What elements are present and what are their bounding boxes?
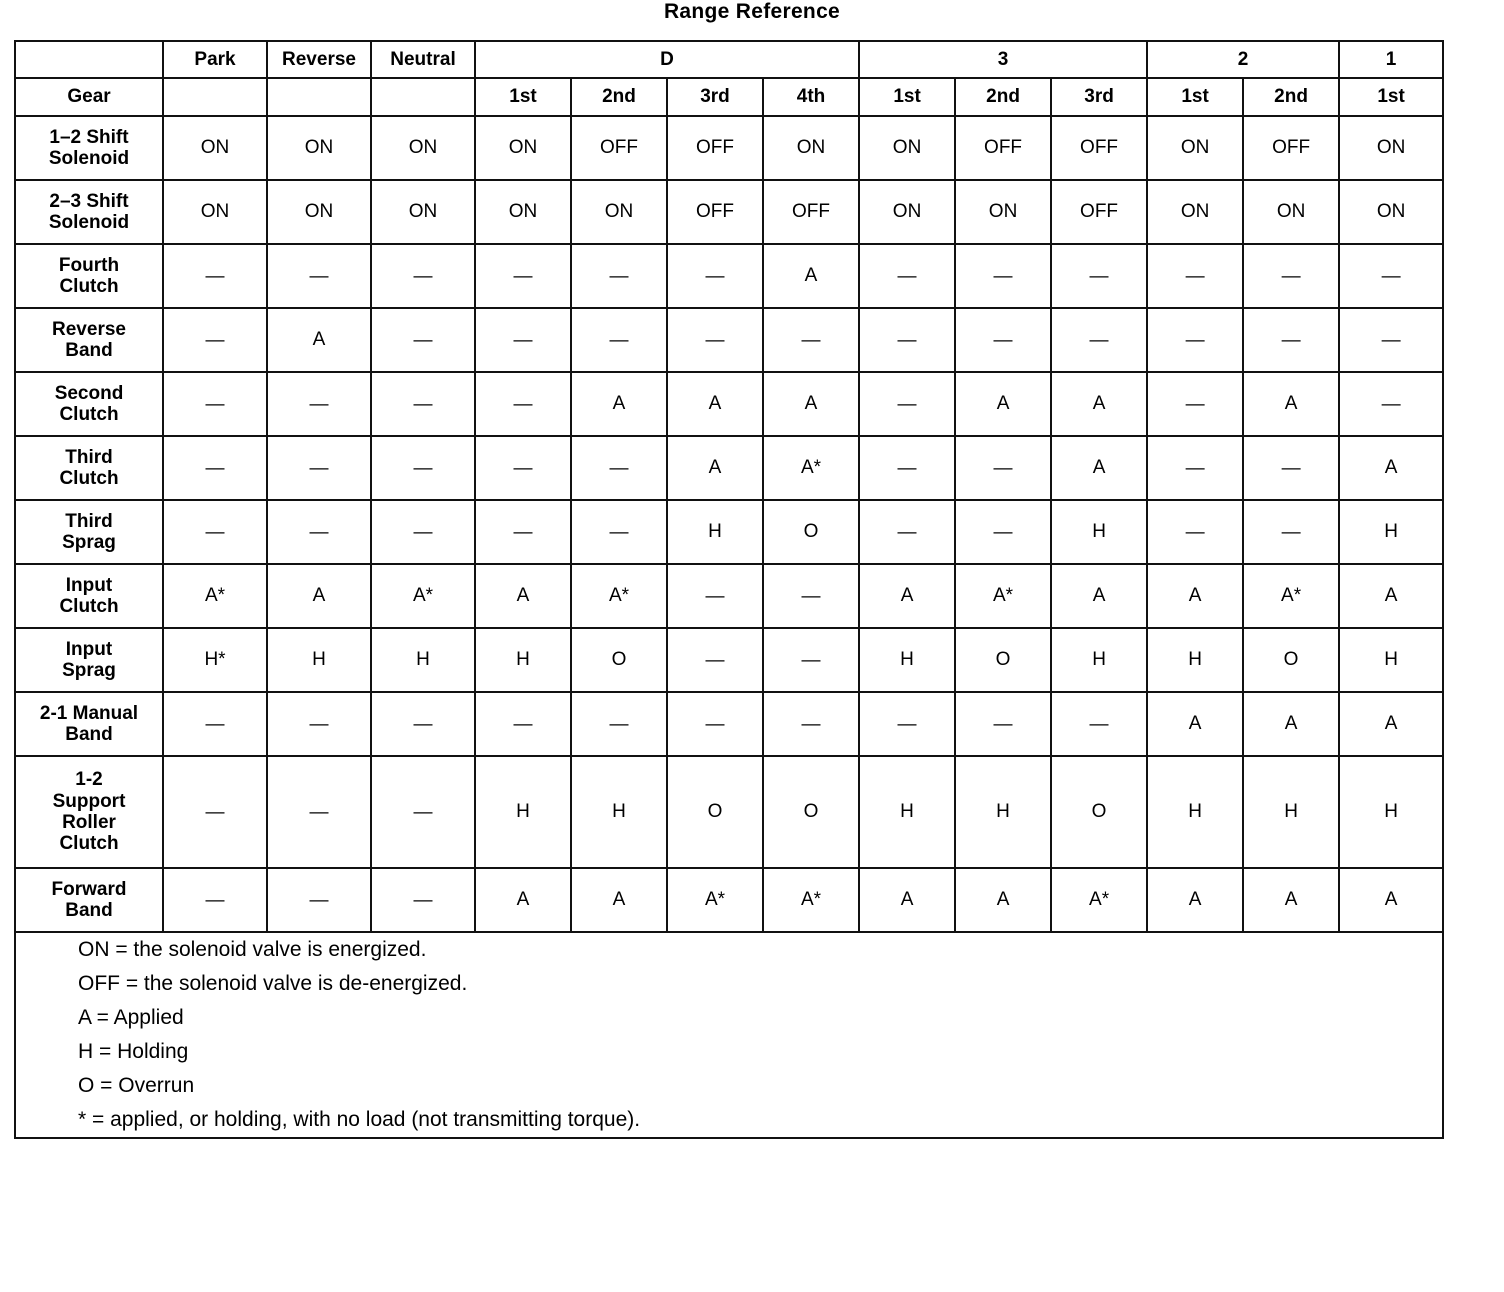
table-cell: — [371,756,475,868]
table-cell: — [859,244,955,308]
header-gear-1-1st: 1st [1339,78,1443,116]
table-cell: — [163,372,267,436]
table-cell: — [163,308,267,372]
table-row [15,564,1443,628]
table-cell: — [267,500,371,564]
table-cell: H [1147,756,1243,868]
table-cell: — [1339,308,1443,372]
table-cell: — [955,308,1051,372]
table-cell: — [163,756,267,868]
table-cell: — [667,564,763,628]
table-cell: — [955,436,1051,500]
table-cell: A* [763,436,859,500]
table-cell: A [1339,436,1443,500]
table-row [15,180,1443,244]
row-label: Third Clutch [15,436,163,500]
table-footer [15,932,1443,1138]
table-cell: — [955,244,1051,308]
table-cell: — [475,692,571,756]
table-cell: — [1051,692,1147,756]
table-cell: — [1339,244,1443,308]
range-reference-table [14,40,1444,1139]
table-cell: O [571,628,667,692]
table-cell: A [1243,692,1339,756]
table-cell: A [859,868,955,932]
table-cell: A* [667,868,763,932]
legend-item-off: OFF = the solenoid valve is de-energized. [78,972,468,996]
table-body [15,116,1443,932]
table-cell: — [371,692,475,756]
row-label: Input Sprag [15,628,163,692]
table-cell: — [371,244,475,308]
legend-item-on: ON = the solenoid valve is energized. [78,938,427,961]
table-cell: H* [163,628,267,692]
table-cell: H [955,756,1051,868]
table-cell: — [763,308,859,372]
table-row [15,308,1443,372]
table-cell: A* [955,564,1051,628]
table-cell: — [1051,308,1147,372]
table-cell: A [1051,372,1147,436]
header-gear-d-4th: 4th [763,78,859,116]
table-cell: O [763,500,859,564]
header-gear-reverse [267,78,371,116]
table-cell: A* [1051,868,1147,932]
table-cell: ON [955,180,1051,244]
table-cell: ON [163,116,267,180]
table-cell: OFF [1243,116,1339,180]
table-row [15,436,1443,500]
table-cell: H [1147,628,1243,692]
table-cell: ON [163,180,267,244]
table-cell: H [667,500,763,564]
table-cell: — [1147,436,1243,500]
table-cell: — [1339,372,1443,436]
legend-item-a: A = Applied [78,1006,184,1030]
header-blank-corner [15,41,163,78]
row-label: Second Clutch [15,372,163,436]
table-cell: — [1147,308,1243,372]
table-cell: — [1147,372,1243,436]
table-row [15,116,1443,180]
table-cell: — [371,436,475,500]
table-cell: — [859,500,955,564]
table-cell: — [267,692,371,756]
table-cell: — [571,436,667,500]
table-cell: H [1051,500,1147,564]
table-cell: — [371,308,475,372]
header-gear-neutral [371,78,475,116]
header-gear: Gear [15,78,163,116]
table-cell: H [1339,628,1443,692]
legend-cell [15,932,1443,1138]
table-cell: — [667,628,763,692]
table-cell: A [1051,436,1147,500]
header-range-d: D [475,41,859,78]
table-cell: OFF [571,116,667,180]
table-cell: — [859,308,955,372]
table-cell: A [475,868,571,932]
table-cell: ON [371,116,475,180]
header-gear-2-2nd: 2nd [1243,78,1339,116]
table-row [15,628,1443,692]
table-cell: — [571,500,667,564]
table-cell: — [1051,244,1147,308]
table-cell: — [371,372,475,436]
table-cell: O [763,756,859,868]
table-cell: A [667,372,763,436]
table-cell: — [955,500,1051,564]
table-cell: — [667,308,763,372]
header-range-2: 2 [1147,41,1339,78]
table-cell: — [163,692,267,756]
table-cell: ON [267,180,371,244]
table-cell: ON [859,180,955,244]
table-cell: H [1339,756,1443,868]
table-cell: A* [371,564,475,628]
table-cell: OFF [667,116,763,180]
table-cell: — [859,436,955,500]
table-row [15,372,1443,436]
table-cell: — [571,692,667,756]
table-row [15,756,1443,868]
table-cell: H [859,756,955,868]
table-cell: ON [763,116,859,180]
row-label: Fourth Clutch [15,244,163,308]
table-cell: — [163,244,267,308]
row-label: 2–3 Shift Solenoid [15,180,163,244]
page-title: Range Reference [663,0,841,23]
table-cell: A* [1243,564,1339,628]
table-cell: — [163,500,267,564]
table-cell: H [371,628,475,692]
table-header-top-row [15,41,1443,78]
table-cell: A [475,564,571,628]
table-cell: O [1051,756,1147,868]
legend-list [16,933,1442,1137]
table-row [15,692,1443,756]
header-range-park: Park [163,41,267,78]
header-range-1: 1 [1339,41,1443,78]
table-cell: A [1243,868,1339,932]
row-label: Third Sprag [15,500,163,564]
table-row [15,500,1443,564]
table-cell: A [1147,868,1243,932]
table-cell: A [763,372,859,436]
table-cell: OFF [667,180,763,244]
table-cell: A [955,868,1051,932]
table-cell: A [571,868,667,932]
range-reference-table-wrapper [14,40,1410,1139]
table-cell: O [955,628,1051,692]
table-cell: ON [1243,180,1339,244]
table-cell: A [763,244,859,308]
table-cell: H [475,756,571,868]
table-cell: — [475,308,571,372]
table-cell: A [955,372,1051,436]
table-cell: OFF [1051,116,1147,180]
table-cell: — [163,436,267,500]
table-cell: A* [571,564,667,628]
table-cell: — [475,372,571,436]
table-cell: OFF [1051,180,1147,244]
table-cell: — [475,436,571,500]
table-cell: O [1243,628,1339,692]
table-cell: ON [475,116,571,180]
header-gear-3-1st: 1st [859,78,955,116]
row-label: 1–2 Shift Solenoid [15,116,163,180]
legend-item-asterisk: * = applied, or holding, with no load (not transmitting torque). [78,1108,641,1132]
table-cell: H [571,756,667,868]
table-cell: — [1243,244,1339,308]
table-cell: H [1339,500,1443,564]
table-cell: ON [1147,116,1243,180]
table-cell: — [267,436,371,500]
table-cell: ON [1147,180,1243,244]
table-cell: — [475,500,571,564]
legend-item-h: H = Holding [78,1040,189,1064]
table-cell: H [1243,756,1339,868]
table-cell: ON [571,180,667,244]
table-cell: — [1243,436,1339,500]
table-cell: — [267,372,371,436]
table-cell: — [1147,500,1243,564]
table-cell: — [763,628,859,692]
table-cell: — [571,244,667,308]
row-label: 1-2 Support Roller Clutch [15,756,163,868]
header-range-reverse: Reverse [267,41,371,78]
table-cell: — [1147,244,1243,308]
table-cell: — [267,756,371,868]
table-cell: A [1339,868,1443,932]
table-cell: — [667,692,763,756]
table-cell: — [1243,308,1339,372]
table-cell: A [1051,564,1147,628]
table-cell: ON [1339,180,1443,244]
table-cell: A [1243,372,1339,436]
table-cell: ON [859,116,955,180]
table-cell: A* [763,868,859,932]
row-label: Forward Band [15,868,163,932]
table-cell: OFF [955,116,1051,180]
table-cell: H [859,628,955,692]
table-cell: A [1147,564,1243,628]
table-cell: — [1243,500,1339,564]
table-cell: ON [371,180,475,244]
table-cell: — [667,244,763,308]
table-cell: ON [1339,116,1443,180]
header-range-neutral: Neutral [371,41,475,78]
header-gear-2-1st: 1st [1147,78,1243,116]
header-gear-park [163,78,267,116]
table-cell: A [859,564,955,628]
table-cell: — [859,372,955,436]
table-cell: — [371,868,475,932]
header-gear-3-2nd: 2nd [955,78,1051,116]
table-cell: A [1147,692,1243,756]
table-cell: — [163,868,267,932]
table-cell: — [763,564,859,628]
table-cell: A [267,308,371,372]
table-cell: ON [475,180,571,244]
table-cell: — [571,308,667,372]
table-cell: — [267,244,371,308]
table-cell: A [1339,692,1443,756]
table-cell: — [859,692,955,756]
table-cell: — [475,244,571,308]
table-cell: — [763,692,859,756]
table-cell: O [667,756,763,868]
table-cell: A [571,372,667,436]
table-row [15,868,1443,932]
table-cell: H [475,628,571,692]
table-cell: — [267,868,371,932]
row-label: 2-1 Manual Band [15,692,163,756]
table-cell: ON [267,116,371,180]
table-cell: — [955,692,1051,756]
row-label: Reverse Band [15,308,163,372]
header-gear-d-3rd: 3rd [667,78,763,116]
legend-item-o: O = Overrun [78,1074,195,1098]
table-cell: A [267,564,371,628]
table-row [15,244,1443,308]
table-cell: H [267,628,371,692]
table-cell: — [371,500,475,564]
header-gear-d-2nd: 2nd [571,78,667,116]
header-range-3: 3 [859,41,1147,78]
row-label: Input Clutch [15,564,163,628]
table-cell: OFF [763,180,859,244]
table-cell: A [1339,564,1443,628]
header-gear-d-1st: 1st [475,78,571,116]
table-cell: H [1051,628,1147,692]
header-gear-3-3rd: 3rd [1051,78,1147,116]
table-header-gear-row [15,78,1443,116]
table-cell: A* [163,564,267,628]
table-cell: A [667,436,763,500]
